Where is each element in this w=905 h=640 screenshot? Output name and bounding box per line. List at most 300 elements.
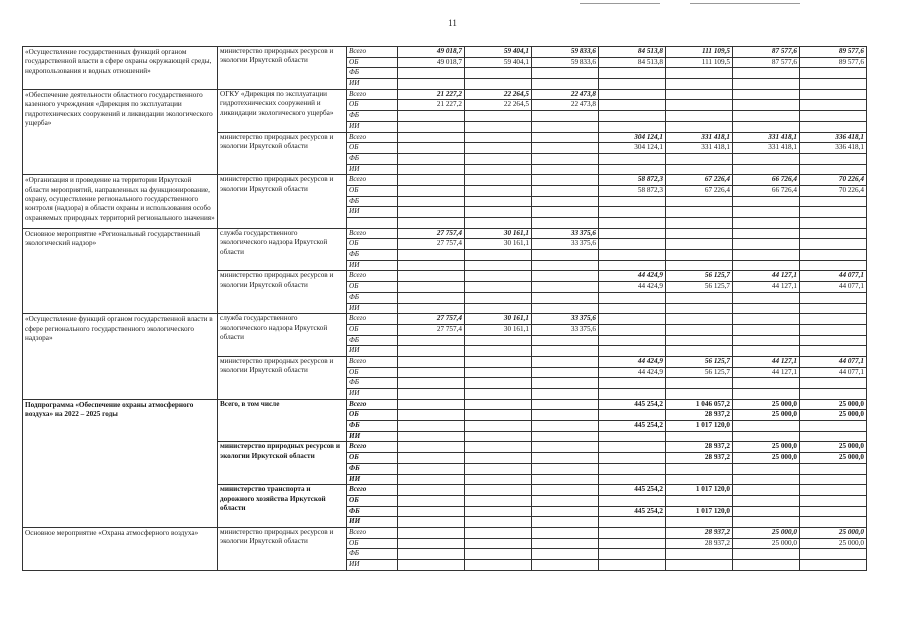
funding-source: Всего [347, 442, 398, 453]
amount-cell: 33 375,6 [532, 324, 599, 335]
amount-cell: 28 937,2 [666, 453, 733, 464]
table-row [23, 89, 867, 100]
amount-cell [733, 111, 800, 122]
amount-cell: 27 757,4 [398, 228, 465, 239]
amount-cell: 33 375,6 [532, 314, 599, 325]
amount-cell [800, 68, 867, 79]
amount-cell [733, 68, 800, 79]
responsible-organization: ОГКУ «Дирекция по эксплуатации гидротехнических сооружений и ликвидации экологического ущерба» [218, 89, 347, 132]
funding-source: ОБ [347, 57, 398, 68]
amount-cell: 21 227,2 [398, 89, 465, 100]
amount-cell: 59 404,1 [465, 57, 532, 68]
amount-cell [733, 89, 800, 100]
amount-cell [800, 303, 867, 314]
amount-cell [465, 175, 532, 186]
scan-mark [580, 3, 660, 4]
amount-cell [465, 207, 532, 218]
amount-cell [599, 378, 666, 389]
amount-cell [599, 260, 666, 271]
amount-cell [532, 389, 599, 400]
table-row [23, 399, 867, 410]
funding-source: ОБ [347, 282, 398, 293]
amount-cell [465, 68, 532, 79]
amount-cell [599, 335, 666, 346]
amount-cell: 56 125,7 [666, 282, 733, 293]
amount-cell [398, 538, 465, 549]
table-row [23, 314, 867, 325]
amount-cell [532, 485, 599, 496]
amount-cell [532, 132, 599, 143]
amount-cell [398, 79, 465, 90]
amount-cell: 304 124,1 [599, 143, 666, 154]
amount-cell [800, 431, 867, 442]
amount-cell [398, 463, 465, 474]
amount-cell [599, 549, 666, 560]
amount-cell [398, 260, 465, 271]
funding-source: Всего [347, 356, 398, 367]
funding-source: ОБ [347, 367, 398, 378]
amount-cell [599, 218, 666, 229]
measure-description: «Осуществление функций органом государственной власти в сфере регионального государственного экологического надзора» [23, 314, 218, 400]
amount-cell [666, 560, 733, 571]
funding-source: ИИ [347, 389, 398, 400]
amount-cell [599, 292, 666, 303]
amount-cell [733, 346, 800, 357]
funding-source: ФБ [347, 421, 398, 432]
table-row [23, 175, 867, 186]
amount-cell [532, 250, 599, 261]
amount-cell [733, 485, 800, 496]
amount-cell [666, 218, 733, 229]
amount-cell [398, 271, 465, 282]
amount-cell: 331 418,1 [733, 143, 800, 154]
responsible-organization: министерство природных ресурсов и экологии Иркутской области [218, 175, 347, 228]
amount-cell [532, 292, 599, 303]
amount-cell [465, 356, 532, 367]
amount-cell [800, 560, 867, 571]
amount-cell: 67 226,4 [666, 185, 733, 196]
funding-source: ИИ [347, 207, 398, 218]
amount-cell [398, 282, 465, 293]
funding-source: ФБ [347, 196, 398, 207]
funding-source: ИИ [347, 560, 398, 571]
amount-cell [465, 378, 532, 389]
funding-source: ОБ [347, 100, 398, 111]
amount-cell [465, 506, 532, 517]
amount-cell [733, 506, 800, 517]
amount-cell: 111 109,5 [666, 47, 733, 58]
amount-cell [599, 538, 666, 549]
amount-cell [666, 260, 733, 271]
amount-cell [465, 431, 532, 442]
amount-cell [398, 421, 465, 432]
amount-cell [733, 239, 800, 250]
amount-cell [733, 324, 800, 335]
funding-source: ФБ [347, 111, 398, 122]
amount-cell [599, 560, 666, 571]
amount-cell [465, 453, 532, 464]
amount-cell [465, 196, 532, 207]
amount-cell: 66 726,4 [733, 185, 800, 196]
funding-source: ОБ [347, 410, 398, 421]
amount-cell [800, 100, 867, 111]
amount-cell: 30 161,1 [465, 314, 532, 325]
amount-cell [733, 100, 800, 111]
amount-cell [666, 495, 733, 506]
amount-cell [532, 143, 599, 154]
amount-cell [599, 89, 666, 100]
amount-cell [666, 111, 733, 122]
amount-cell [800, 207, 867, 218]
amount-cell [800, 250, 867, 261]
measure-description: «Осуществление государственных функций органом государственной власти в сфере охраны окружающей среды, недропользования и водных отношений» [23, 47, 218, 90]
amount-cell [465, 560, 532, 571]
amount-cell [532, 495, 599, 506]
amount-cell [465, 367, 532, 378]
amount-cell: 336 418,1 [800, 132, 867, 143]
funding-source: Всего [347, 228, 398, 239]
amount-cell [666, 207, 733, 218]
funding-source: ИИ [347, 79, 398, 90]
amount-cell [800, 89, 867, 100]
amount-cell: 445 254,2 [599, 399, 666, 410]
amount-cell [398, 303, 465, 314]
amount-cell: 67 226,4 [666, 175, 733, 186]
amount-cell [733, 260, 800, 271]
funding-source: ФБ [347, 463, 398, 474]
budget-table [22, 46, 867, 571]
amount-cell [398, 196, 465, 207]
amount-cell [733, 421, 800, 432]
amount-cell: 84 513,8 [599, 57, 666, 68]
amount-cell [800, 228, 867, 239]
amount-cell: 30 161,1 [465, 324, 532, 335]
amount-cell: 304 124,1 [599, 132, 666, 143]
funding-source: ИИ [347, 431, 398, 442]
amount-cell: 1 017 120,0 [666, 506, 733, 517]
amount-cell [666, 346, 733, 357]
amount-cell: 30 161,1 [465, 239, 532, 250]
funding-source: ОБ [347, 185, 398, 196]
amount-cell [666, 68, 733, 79]
amount-cell [599, 324, 666, 335]
amount-cell [398, 111, 465, 122]
amount-cell [465, 250, 532, 261]
amount-cell [733, 153, 800, 164]
amount-cell: 44 077,1 [800, 367, 867, 378]
funding-source [347, 218, 398, 229]
amount-cell: 25 000,0 [800, 442, 867, 453]
amount-cell [465, 292, 532, 303]
measure-description: Основное мероприятие «Охрана атмосферного воздуха» [23, 527, 218, 570]
funding-source: Всего [347, 399, 398, 410]
amount-cell: 59 404,1 [465, 47, 532, 58]
amount-cell [465, 335, 532, 346]
amount-cell [532, 399, 599, 410]
amount-cell [800, 79, 867, 90]
amount-cell [733, 79, 800, 90]
amount-cell [465, 271, 532, 282]
amount-cell [800, 324, 867, 335]
amount-cell [532, 367, 599, 378]
amount-cell: 25 000,0 [800, 410, 867, 421]
amount-cell [599, 303, 666, 314]
measure-description: «Организация и проведение на территории Иркутской области мероприятий, направленных на функционирование, охрану, осуществление регионального государственного контроля (надзора) в области охраны и использования особо охраняемых природных территорий регионального значения» [23, 175, 218, 228]
amount-cell [398, 474, 465, 485]
amount-cell: 44 127,1 [733, 271, 800, 282]
amount-cell [733, 196, 800, 207]
amount-cell: 25 000,0 [733, 410, 800, 421]
amount-cell: 58 872,3 [599, 175, 666, 186]
amount-cell: 44 424,9 [599, 367, 666, 378]
amount-cell [465, 538, 532, 549]
amount-cell: 56 125,7 [666, 367, 733, 378]
amount-cell [599, 100, 666, 111]
funding-source: ИИ [347, 346, 398, 357]
amount-cell: 59 833,6 [532, 47, 599, 58]
responsible-organization: министерство природных ресурсов и экологии Иркутской области [218, 271, 347, 314]
amount-cell [532, 260, 599, 271]
amount-cell: 22 264,5 [465, 89, 532, 100]
funding-source: ФБ [347, 378, 398, 389]
amount-cell [532, 175, 599, 186]
amount-cell [599, 431, 666, 442]
amount-cell [599, 250, 666, 261]
amount-cell [800, 463, 867, 474]
amount-cell [800, 474, 867, 485]
amount-cell [532, 410, 599, 421]
amount-cell [465, 474, 532, 485]
amount-cell: 331 418,1 [733, 132, 800, 143]
amount-cell: 27 757,4 [398, 314, 465, 325]
amount-cell: 25 000,0 [733, 527, 800, 538]
amount-cell: 1 017 120,0 [666, 485, 733, 496]
funding-source: ФБ [347, 250, 398, 261]
amount-cell: 33 375,6 [532, 228, 599, 239]
amount-cell [666, 153, 733, 164]
amount-cell [532, 153, 599, 164]
amount-cell [532, 538, 599, 549]
amount-cell [800, 260, 867, 271]
responsible-organization: министерство природных ресурсов и экологии Иркутской области [218, 47, 347, 90]
amount-cell [733, 474, 800, 485]
amount-cell: 49 018,7 [398, 57, 465, 68]
amount-cell [666, 517, 733, 528]
amount-cell [398, 389, 465, 400]
amount-cell [398, 153, 465, 164]
responsible-organization: Всего, в том числе [218, 399, 347, 442]
amount-cell [599, 517, 666, 528]
table-row [23, 47, 867, 58]
amount-cell [532, 207, 599, 218]
amount-cell: 28 937,2 [666, 442, 733, 453]
amount-cell [465, 485, 532, 496]
amount-cell [733, 207, 800, 218]
funding-source: ОБ [347, 453, 398, 464]
amount-cell: 58 872,3 [599, 185, 666, 196]
amount-cell [599, 410, 666, 421]
amount-cell [599, 68, 666, 79]
amount-cell [465, 389, 532, 400]
amount-cell [532, 164, 599, 175]
amount-cell [666, 303, 733, 314]
amount-cell [398, 356, 465, 367]
amount-cell [666, 463, 733, 474]
amount-cell [398, 527, 465, 538]
amount-cell [465, 282, 532, 293]
amount-cell [465, 121, 532, 132]
amount-cell [532, 303, 599, 314]
amount-cell [599, 164, 666, 175]
amount-cell [599, 442, 666, 453]
amount-cell: 336 418,1 [800, 143, 867, 154]
amount-cell: 1 046 057,2 [666, 399, 733, 410]
amount-cell [666, 228, 733, 239]
amount-cell [532, 111, 599, 122]
amount-cell [666, 250, 733, 261]
amount-cell: 25 000,0 [800, 527, 867, 538]
amount-cell: 44 077,1 [800, 271, 867, 282]
amount-cell [666, 335, 733, 346]
amount-cell [465, 410, 532, 421]
amount-cell [532, 421, 599, 432]
measure-description: Основное мероприятие «Региональный государственный экологический надзор» [23, 228, 218, 314]
funding-source: Всего [347, 132, 398, 143]
amount-cell: 59 833,6 [532, 57, 599, 68]
amount-cell [599, 239, 666, 250]
amount-cell [398, 185, 465, 196]
amount-cell [465, 260, 532, 271]
funding-source: ИИ [347, 474, 398, 485]
amount-cell [666, 100, 733, 111]
amount-cell [666, 314, 733, 325]
amount-cell [666, 378, 733, 389]
responsible-organization: служба государственного экологического надзора Иркутской области [218, 228, 347, 271]
amount-cell: 44 077,1 [800, 356, 867, 367]
amount-cell [733, 431, 800, 442]
amount-cell [532, 463, 599, 474]
amount-cell: 25 000,0 [800, 453, 867, 464]
amount-cell [666, 389, 733, 400]
amount-cell [666, 549, 733, 560]
amount-cell [532, 196, 599, 207]
amount-cell [465, 79, 532, 90]
amount-cell [465, 549, 532, 560]
amount-cell [800, 314, 867, 325]
funding-source: ИИ [347, 121, 398, 132]
amount-cell [800, 292, 867, 303]
amount-cell [465, 442, 532, 453]
responsible-organization: министерство природных ресурсов и экологии Иркутской области [218, 356, 347, 399]
amount-cell: 44 127,1 [733, 282, 800, 293]
amount-cell [666, 239, 733, 250]
amount-cell [800, 218, 867, 229]
amount-cell [733, 378, 800, 389]
funding-source: ИИ [347, 260, 398, 271]
funding-source: Всего [347, 527, 398, 538]
table-row [23, 527, 867, 538]
amount-cell [398, 378, 465, 389]
amount-cell: 22 473,8 [532, 100, 599, 111]
amount-cell [465, 421, 532, 432]
amount-cell [398, 121, 465, 132]
amount-cell [532, 218, 599, 229]
funding-source: ФБ [347, 335, 398, 346]
funding-source: ФБ [347, 292, 398, 303]
amount-cell: 44 424,9 [599, 271, 666, 282]
amount-cell: 44 424,9 [599, 356, 666, 367]
amount-cell [733, 250, 800, 261]
responsible-organization: министерство природных ресурсов и экологии Иркутской области [218, 442, 347, 485]
amount-cell [532, 517, 599, 528]
amount-cell [465, 132, 532, 143]
amount-cell [666, 89, 733, 100]
amount-cell: 25 000,0 [733, 399, 800, 410]
funding-source: Всего [347, 47, 398, 58]
amount-cell [532, 560, 599, 571]
funding-source: ОБ [347, 495, 398, 506]
amount-cell: 70 226,4 [800, 185, 867, 196]
amount-cell [733, 303, 800, 314]
amount-cell [465, 153, 532, 164]
amount-cell: 445 254,2 [599, 506, 666, 517]
amount-cell [599, 153, 666, 164]
amount-cell [800, 378, 867, 389]
amount-cell [398, 410, 465, 421]
funding-source: Всего [347, 175, 398, 186]
amount-cell [532, 335, 599, 346]
amount-cell: 25 000,0 [733, 538, 800, 549]
amount-cell [398, 506, 465, 517]
amount-cell [599, 207, 666, 218]
amount-cell [666, 474, 733, 485]
amount-cell [599, 196, 666, 207]
amount-cell [398, 164, 465, 175]
amount-cell [465, 346, 532, 357]
amount-cell [733, 314, 800, 325]
amount-cell: 66 726,4 [733, 175, 800, 186]
amount-cell [599, 228, 666, 239]
amount-cell [532, 527, 599, 538]
amount-cell [733, 517, 800, 528]
amount-cell: 25 000,0 [800, 399, 867, 410]
amount-cell [398, 292, 465, 303]
amount-cell [599, 453, 666, 464]
amount-cell [599, 463, 666, 474]
amount-cell: 89 577,6 [800, 57, 867, 68]
amount-cell: 28 937,2 [666, 410, 733, 421]
amount-cell: 44 127,1 [733, 367, 800, 378]
amount-cell [398, 367, 465, 378]
amount-cell [398, 560, 465, 571]
amount-cell [465, 517, 532, 528]
amount-cell [733, 228, 800, 239]
amount-cell [733, 121, 800, 132]
amount-cell [465, 527, 532, 538]
amount-cell [800, 111, 867, 122]
amount-cell [800, 549, 867, 560]
amount-cell [666, 164, 733, 175]
amount-cell [532, 378, 599, 389]
amount-cell [532, 474, 599, 485]
amount-cell [398, 495, 465, 506]
amount-cell [599, 79, 666, 90]
amount-cell [532, 185, 599, 196]
funding-source: ОБ [347, 239, 398, 250]
amount-cell: 87 577,6 [733, 57, 800, 68]
amount-cell: 44 424,9 [599, 282, 666, 293]
amount-cell: 331 418,1 [666, 132, 733, 143]
